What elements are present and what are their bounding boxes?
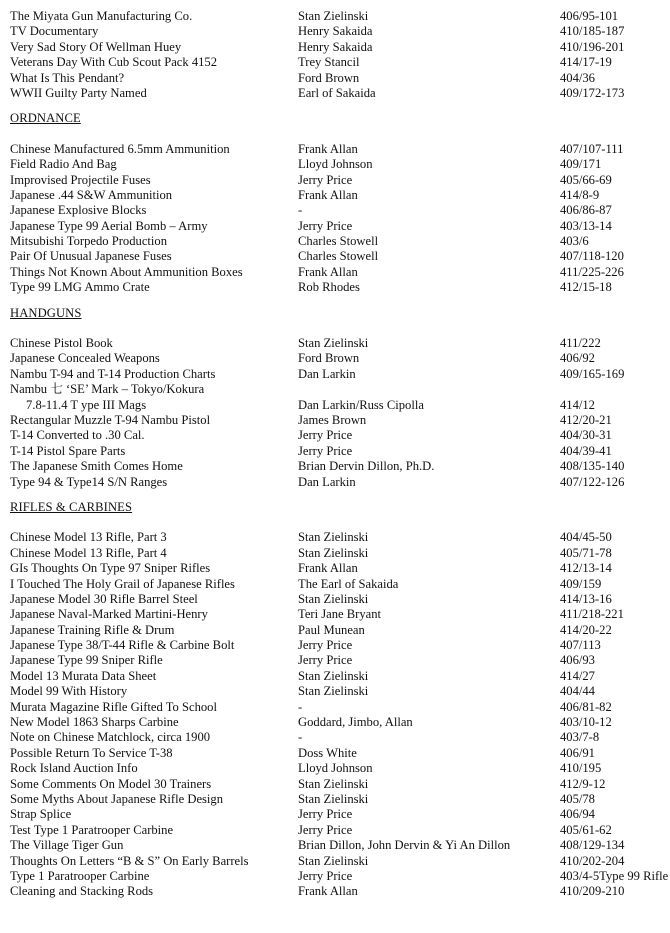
- index-row: [0, 157, 670, 172]
- index-row: [0, 9, 670, 24]
- article-author: Henry Sakaida: [298, 24, 373, 39]
- article-title: T-14 Pistol Spare Parts: [10, 443, 126, 458]
- article-title: GIs Thoughts On Type 97 Sniper Rifles: [10, 561, 211, 576]
- article-author: Stan Zielinski: [298, 853, 369, 868]
- article-author: Paul Munean: [298, 622, 365, 637]
- article-author: Jerry Price: [298, 822, 353, 837]
- index-row: [0, 428, 670, 443]
- issue-page-ref: 414/27: [560, 668, 595, 683]
- article-title: Thoughts On Letters “B & S” On Early Barrels: [10, 853, 249, 868]
- issue-page-ref: 408/135-140: [560, 459, 625, 474]
- article-author: Frank Allan: [298, 187, 358, 202]
- issue-page-ref: 403/6: [560, 234, 589, 249]
- index-row: [0, 142, 670, 157]
- index-row: [0, 336, 670, 351]
- index-row: [0, 530, 670, 545]
- issue-page-ref: 412/20-21: [560, 412, 612, 427]
- index-row: [0, 792, 670, 807]
- article-author: Stan Zielinski: [298, 545, 369, 560]
- index-row: [0, 173, 670, 188]
- issue-page-ref: 407/107-111: [560, 141, 624, 156]
- article-title: Type 1 Paratrooper Carbine: [10, 868, 150, 883]
- article-title: Murata Magazine Rifle Gifted To School: [10, 699, 217, 714]
- article-title: Chinese Model 13 Rifle, Part 4: [10, 545, 167, 560]
- article-title: WWII Guilty Party Named: [10, 85, 147, 100]
- article-author: Henry Sakaida: [298, 39, 373, 54]
- article-title: Field Radio And Bag: [10, 157, 117, 172]
- issue-page-ref: 414/13-16: [560, 591, 612, 606]
- issue-page-ref: 409/172-173: [560, 85, 625, 100]
- section-heading: [0, 306, 670, 321]
- section-heading: [0, 111, 670, 126]
- issue-page-ref: 405/71-78: [560, 545, 612, 560]
- article-title: Strap Splice: [10, 807, 72, 822]
- article-author: Stan Zielinski: [298, 9, 369, 23]
- index-row: [0, 546, 670, 561]
- article-title: Possible Return To Service T-38: [10, 745, 173, 760]
- index-row: [0, 265, 670, 280]
- article-title: Japanese Model 30 Rifle Barrel Steel: [10, 591, 198, 606]
- article-title: T-14 Converted to .30 Cal.: [10, 428, 145, 443]
- index-row: [0, 777, 670, 792]
- article-author: Jerry Price: [298, 443, 353, 458]
- index-row: [0, 188, 670, 203]
- article-title: Mitsubishi Torpedo Production: [10, 234, 168, 249]
- index-section: [0, 500, 670, 900]
- article-author: The Earl of Sakaida: [298, 576, 399, 591]
- index-row: [0, 55, 670, 70]
- article-title: Cleaning and Stacking Rods: [10, 884, 154, 899]
- article-author: Brian Dervin Dillon, Ph.D.: [298, 459, 435, 474]
- index-row: [0, 700, 670, 715]
- index-row: [0, 638, 670, 653]
- issue-page-ref: 404/30-31: [560, 428, 612, 443]
- article-title: Type 94 & Type14 S/N Ranges: [10, 474, 168, 489]
- section-heading-text: RIFLES & CARBINES: [10, 499, 133, 514]
- article-title: Chinese Model 13 Rifle, Part 3: [10, 530, 167, 545]
- issue-page-ref: 406/95-101: [560, 9, 619, 23]
- article-title: Japanese Explosive Blocks: [10, 203, 147, 218]
- index-row: [0, 444, 670, 459]
- article-title: Chinese Pistol Book: [10, 336, 113, 351]
- issue-page-ref: 404/36: [560, 70, 595, 85]
- article-title: Improvised Projectile Fuses: [10, 172, 151, 187]
- article-author: Stan Zielinski: [298, 776, 369, 791]
- issue-page-ref: 411/222: [560, 336, 601, 351]
- issue-page-ref: 403/4-5Type 99 Rifle: [560, 868, 669, 883]
- article-author: Charles Stowell: [298, 234, 379, 249]
- article-author: -: [298, 730, 303, 745]
- article-author: Lloyd Johnson: [298, 761, 373, 776]
- article-title: Japanese Type 38/T-44 Rifle & Carbine Bolt: [10, 638, 235, 653]
- index-row: [0, 351, 670, 366]
- index-row: [0, 623, 670, 638]
- index-row: [0, 669, 670, 684]
- issue-page-ref: 412/13-14: [560, 561, 612, 576]
- article-title: Japanese .44 S&W Ammunition: [10, 187, 173, 202]
- index-row: [0, 807, 670, 822]
- article-author: Rob Rhodes: [298, 280, 360, 295]
- article-title: Chinese Manufactured 6.5mm Ammunition: [10, 141, 230, 156]
- index-row: [0, 40, 670, 55]
- issue-page-ref: 414/12: [560, 397, 595, 412]
- article-title: Nambu T-94 and T-14 Production Charts: [10, 366, 216, 381]
- issue-page-ref: 406/86-87: [560, 203, 612, 218]
- issue-page-ref: 411/218-221: [560, 607, 624, 622]
- issue-page-ref: 414/17-19: [560, 55, 612, 70]
- article-title: Model 13 Murata Data Sheet: [10, 668, 157, 683]
- article-author: -: [298, 699, 303, 714]
- article-title: Japanese Concealed Weapons: [10, 351, 160, 366]
- index-row: [0, 475, 670, 490]
- article-author: Frank Allan: [298, 141, 358, 156]
- issue-page-ref: 409/171: [560, 157, 602, 172]
- article-author: Lloyd Johnson: [298, 157, 373, 172]
- issue-page-ref: 408/129-134: [560, 838, 625, 853]
- issue-page-ref: 403/13-14: [560, 218, 612, 233]
- article-author: Stan Zielinski: [298, 336, 369, 351]
- article-title: Some Myths About Japanese Rifle Design: [10, 791, 224, 806]
- issue-page-ref: 405/78: [560, 791, 595, 806]
- section-heading: [0, 500, 670, 515]
- article-author: Stan Zielinski: [298, 530, 369, 545]
- issue-page-ref: 410/196-201: [560, 39, 625, 54]
- article-title: Things Not Known About Ammunition Boxes: [10, 264, 243, 279]
- article-title: Veterans Day With Cub Scout Pack 4152: [10, 55, 218, 70]
- article-author: Jerry Price: [298, 868, 353, 883]
- article-author: Jerry Price: [298, 653, 353, 668]
- article-author: Trey Stancil: [298, 55, 360, 70]
- index-row: [0, 730, 670, 745]
- index-row: [0, 280, 670, 295]
- article-author: Frank Allan: [298, 264, 358, 279]
- article-title: Japanese Type 99 Sniper Rifle: [10, 653, 163, 668]
- article-author: Goddard, Jimbo, Allan: [298, 715, 413, 730]
- index-row: [0, 761, 670, 776]
- issue-page-ref: 403/7-8: [560, 730, 600, 745]
- article-title: Test Type 1 Paratrooper Carbine: [10, 822, 174, 837]
- article-author: Stan Zielinski: [298, 591, 369, 606]
- index-row: [0, 86, 670, 101]
- article-title: Type 99 LMG Ammo Crate: [10, 280, 150, 295]
- article-title: Pair Of Unusual Japanese Fuses: [10, 249, 172, 264]
- article-title: TV Documentary: [10, 24, 99, 39]
- issue-page-ref: 406/93: [560, 653, 595, 668]
- index-row: [0, 413, 670, 428]
- index-row: [0, 203, 670, 218]
- index-row: [0, 592, 670, 607]
- index-section: [0, 9, 670, 101]
- issue-page-ref: 414/8-9: [560, 187, 600, 202]
- article-title: I Touched The Holy Grail of Japanese Rifles: [10, 576, 235, 591]
- article-title: Very Sad Story Of Wellman Huey: [10, 39, 182, 54]
- article-title: The Miyata Gun Manufacturing Co.: [10, 9, 193, 23]
- article-title: Note on Chinese Matchlock, circa 1900: [10, 730, 211, 745]
- issue-page-ref: 410/202-204: [560, 853, 625, 868]
- index-row: [0, 838, 670, 853]
- article-author: Dan Larkin: [298, 474, 356, 489]
- issue-page-ref: 410/195: [560, 761, 602, 776]
- issue-page-ref: 409/165-169: [560, 366, 625, 381]
- index-row: [0, 459, 670, 474]
- index-row: [0, 653, 670, 668]
- article-author: Dan Larkin/Russ Cipolla: [298, 397, 424, 412]
- issue-page-ref: 405/66-69: [560, 172, 612, 187]
- index-row: [0, 71, 670, 86]
- issue-page-ref: 410/209-210: [560, 884, 625, 899]
- article-author: Stan Zielinski: [298, 668, 369, 683]
- index-row: [0, 607, 670, 622]
- article-title: Rock Island Auction Info: [10, 761, 138, 776]
- index-section: [0, 111, 670, 295]
- index-row: [0, 577, 670, 592]
- article-author: Charles Stowell: [298, 249, 379, 264]
- issue-page-ref: 407/118-120: [560, 249, 624, 264]
- article-author: Doss White: [298, 745, 357, 760]
- issue-page-ref: 412/15-18: [560, 280, 612, 295]
- article-author: Earl of Sakaida: [298, 85, 376, 100]
- issue-page-ref: 414/20-22: [560, 622, 612, 637]
- index-row: [0, 684, 670, 699]
- section-heading-text: ORDNANCE: [10, 111, 81, 126]
- issue-page-ref: 404/39-41: [560, 443, 612, 458]
- article-author: Ford Brown: [298, 70, 360, 85]
- article-author: James Brown: [298, 412, 367, 427]
- article-title: Model 99 With History: [10, 684, 128, 699]
- index-row: [0, 869, 670, 884]
- article-title: Japanese Naval-Marked Martini-Henry: [10, 607, 208, 622]
- index-row: [0, 382, 670, 397]
- index-row: [0, 854, 670, 869]
- index-row: [0, 884, 670, 899]
- issue-page-ref: 406/91: [560, 745, 595, 760]
- article-author: Stan Zielinski: [298, 684, 369, 699]
- index-row: [0, 219, 670, 234]
- index-row: [0, 367, 670, 382]
- article-author: Ford Brown: [298, 351, 360, 366]
- article-author: Brian Dillon, John Dervin & Yi An Dillon: [298, 838, 511, 853]
- article-title: Japanese Type 99 Aerial Bomb – Army: [10, 218, 208, 233]
- article-author: Teri Jane Bryant: [298, 607, 382, 622]
- issue-page-ref: 412/9-12: [560, 776, 606, 791]
- article-author: Stan Zielinski: [298, 791, 369, 806]
- issue-page-ref: 403/10-12: [560, 715, 612, 730]
- issue-page-ref: 404/44: [560, 684, 595, 699]
- article-author: -: [298, 203, 303, 218]
- index-row: [0, 24, 670, 39]
- index-row: [0, 398, 670, 413]
- index-row: [0, 746, 670, 761]
- index-section: [0, 306, 670, 490]
- article-title: The Village Tiger Gun: [10, 838, 124, 853]
- issue-page-ref: 407/122-126: [560, 474, 625, 489]
- article-author: Dan Larkin: [298, 366, 356, 381]
- article-author: Jerry Price: [298, 428, 353, 443]
- index-row: [0, 234, 670, 249]
- index-row: [0, 715, 670, 730]
- article-title: Rectangular Muzzle T-94 Nambu Pistol: [10, 412, 211, 427]
- article-author: Jerry Price: [298, 638, 353, 653]
- issue-page-ref: 405/61-62: [560, 822, 612, 837]
- issue-page-ref: 406/92: [560, 351, 595, 366]
- article-title: Nambu 七 ‘SE’ Mark – Tokyo/Kokura: [10, 382, 205, 397]
- article-author: Jerry Price: [298, 172, 353, 187]
- article-title: 7.8-11.4 T ype III Mags: [26, 397, 147, 412]
- issue-page-ref: 404/45-50: [560, 530, 612, 545]
- section-heading-text: HANDGUNS: [10, 305, 82, 320]
- article-author: Jerry Price: [298, 807, 353, 822]
- issue-page-ref: 409/159: [560, 576, 602, 591]
- article-title: The Japanese Smith Comes Home: [10, 459, 183, 474]
- article-title: What Is This Pendant?: [10, 70, 125, 85]
- index-row: [0, 823, 670, 838]
- issue-page-ref: 410/185-187: [560, 24, 625, 39]
- article-title: New Model 1863 Sharps Carbine: [10, 715, 179, 730]
- index-row: [0, 249, 670, 264]
- article-author: Jerry Price: [298, 218, 353, 233]
- issue-page-ref: 407/113: [560, 638, 601, 653]
- issue-page-ref: 406/94: [560, 807, 595, 822]
- issue-page-ref: 406/81-82: [560, 699, 612, 714]
- issue-page-ref: 411/225-226: [560, 264, 624, 279]
- index-row: [0, 561, 670, 576]
- article-title: Japanese Training Rifle & Drum: [10, 622, 175, 637]
- article-author: Frank Allan: [298, 884, 358, 899]
- article-title: Some Comments On Model 30 Trainers: [10, 776, 212, 791]
- article-author: Frank Allan: [298, 561, 358, 576]
